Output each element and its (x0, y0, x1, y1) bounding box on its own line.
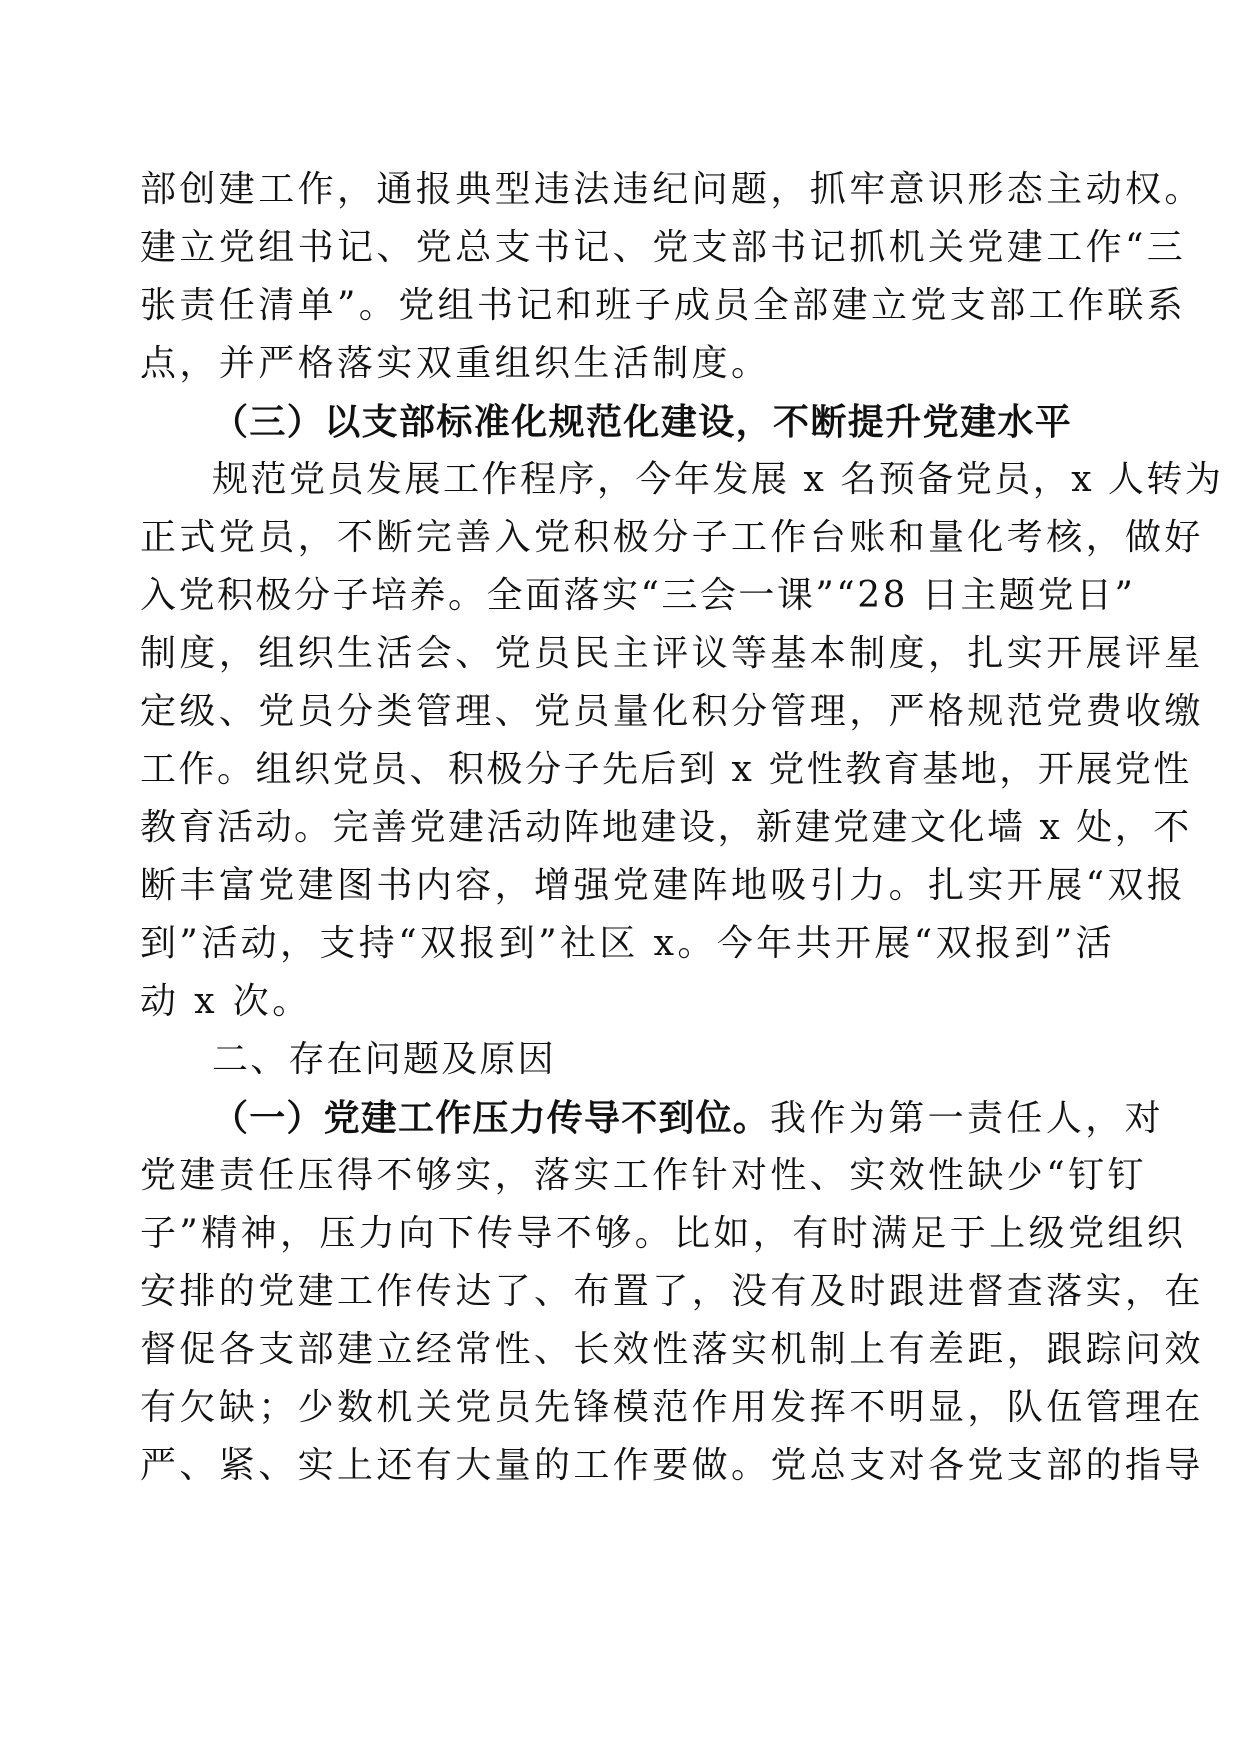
paragraph-line: 部创建工作，通报典型违法违纪问题，抓牢意识形态主动权。 (140, 169, 1204, 210)
paragraph-line: 入党积极分子培养。全面落实“三会一课”“28 日主题党日” (140, 575, 1136, 616)
paragraph-line: 正式党员，不断完善入党积极分子工作台账和量化考核，做好 (140, 517, 1204, 558)
paragraph-line: 建立党组书记、党总支书记、党支部书记抓机关党建工作“三 (140, 227, 1187, 268)
paragraph-line: 督促各支部建立经常性、长效性落实机制上有差距，跟踪问效 (140, 1329, 1204, 1370)
paragraph-line: 规范党员发展工作程序，今年发展 x 名预备党员，x 人转为 (212, 459, 1224, 500)
paragraph-line: 张责任清单”。党组书记和班子成员全部建立党支部工作联系 (140, 285, 1187, 326)
paragraph-line: 工作。组织党员、积极分子先后到 x 党性教育基地，开展党性 (140, 749, 1192, 790)
paragraph-line: 定级、党员分类管理、党员量化积分管理，严格规范党费收缴 (140, 691, 1204, 732)
paragraph-line: 点，并严格落实双重组织生活制度。 (140, 343, 771, 384)
paragraph-line: 断丰富党建图书内容，增强党建阵地吸引力。扎实开展“双报 (140, 865, 1187, 906)
problem-one-title: （一）党建工作压力传导不到位。 (212, 1097, 771, 1139)
paragraph-line: 严、紧、实上还有大量的工作要做。党总支对各党支部的指导 (140, 1445, 1204, 1486)
paragraph-line: 子”精神，压力向下传导不够。比如，有时满足于上级党组织 (140, 1213, 1187, 1254)
problem-one-first-line (212, 1097, 1165, 1139)
paragraph-line: 到”活动，支持“双报到”社区 x。今年共开展“双报到”活 (140, 923, 1115, 964)
paragraph-line: 动 x 次。 (140, 981, 312, 1022)
paragraph-line: 有欠缺；少数机关党员先锋模范作用发挥不明显，队伍管理在 (140, 1387, 1204, 1428)
paragraph-line: 党建责任压得不够实，落实工作针对性、实效性缺少“钉钉 (140, 1155, 1147, 1196)
paragraph-line: 教育活动。完善党建活动阵地建设，新建党建文化墙 x 处，不 (140, 807, 1192, 848)
subheading-three: （三）以支部标准化规范化建设，不断提升党建水平 (212, 401, 1073, 443)
paragraph-line: 安排的党建工作传达了、布置了，没有及时跟进督查落实，在 (140, 1271, 1204, 1312)
paragraph-line: 制度，组织生活会、党员民主评议等基本制度，扎实开展评星 (140, 633, 1204, 674)
problem-one-first-line-text: 我作为第一责任人，对 (770, 1098, 1165, 1139)
section-heading-two: 二、存在问题及原因 (212, 1039, 556, 1080)
